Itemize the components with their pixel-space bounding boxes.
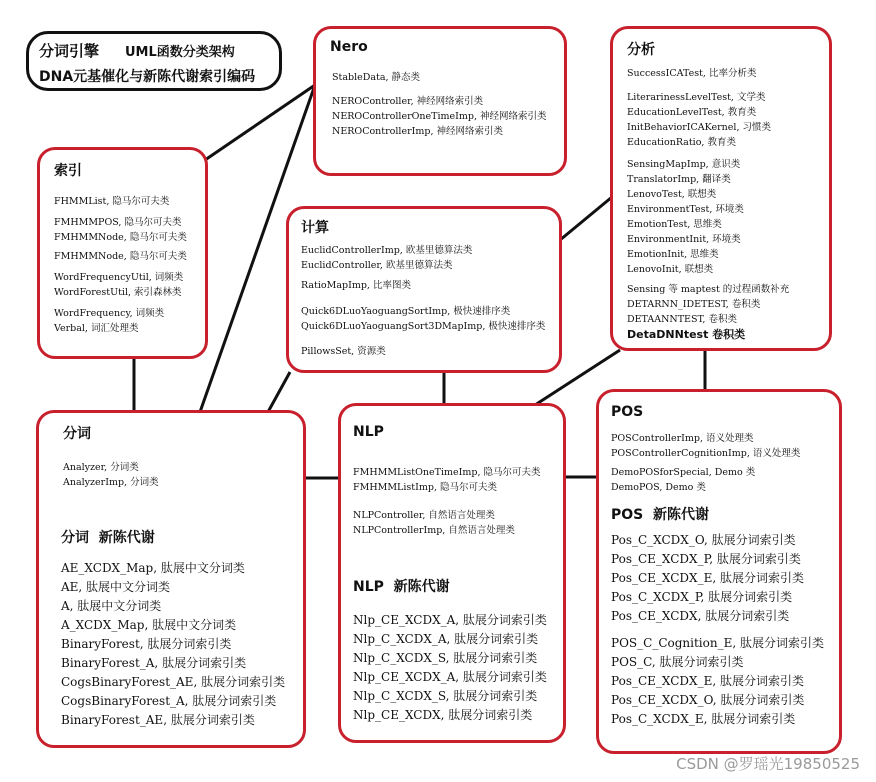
index-item: Verbal, 词汇处理类	[54, 323, 139, 334]
pos-title: POS	[611, 404, 644, 420]
analysis-item: LiterarinessLevelTest, 文学类	[627, 92, 766, 103]
watermark: CSDN @罗瑶光19850525	[676, 755, 860, 773]
pos-meta-item: Pos_CE_XCDX_O, 肽展分词索引类	[611, 693, 805, 707]
analysis-item: EmotionInit, 思维类	[627, 249, 719, 260]
nlp-meta-item: Nlp_CE_XCDX_A, 肽展分词索引类	[353, 670, 547, 684]
pos-meta-item: POS_C, 肽展分词索引类	[611, 655, 744, 669]
segment-meta-item: CogsBinaryForest_A, 肽展分词索引类	[61, 694, 277, 708]
analysis-item: EducationLevelTest, 教育类	[627, 107, 757, 118]
pos-box	[596, 389, 842, 754]
pos-item: POSControllerImp, 语义处理类	[611, 433, 754, 444]
nero-item: StableData, 静态类	[332, 72, 421, 83]
segment-meta-item: AE_XCDX_Map, 肽展中文分词类	[61, 561, 245, 575]
nlp-meta-item: Nlp_C_XCDX_S, 肽展分词索引类	[353, 689, 538, 703]
nero-title: Nero	[330, 39, 368, 55]
segment-meta-item: A, 肽展中文分词类	[61, 599, 162, 613]
analysis-item: SuccessICATest, 比率分析类	[627, 68, 757, 79]
nero-item: NEROControllerOneTimeImp, 神经网络索引类	[332, 111, 547, 122]
pos-item: POSControllerCognitionImp, 语义处理类	[611, 448, 801, 459]
analysis-item: EnvironmentInit, 环境类	[627, 234, 741, 245]
pos-meta-item: Pos_C_XCDX_P, 肽展分词索引类	[611, 590, 793, 604]
index-title: 索引	[54, 163, 82, 179]
pos-meta-item: Pos_CE_XCDX_E, 肽展分词索引类	[611, 571, 804, 585]
analysis-item: InitBehaviorICAKernel, 习惯类	[627, 122, 771, 133]
compute-item: Quick6DLuoYaoguangSortImp, 极快速排序类	[301, 306, 511, 317]
analysis-item: EmotionTest, 思维类	[627, 219, 722, 230]
pos-meta-item: Pos_CE_XCDX_P, 肽展分词索引类	[611, 552, 801, 566]
pos-meta-item: Pos_C_XCDX_E, 肽展分词索引类	[611, 712, 796, 726]
analysis-item: DETAANNTEST, 卷积类	[627, 314, 737, 325]
nlp-box	[338, 403, 566, 743]
nlp-meta-item: Nlp_C_XCDX_A, 肽展分词索引类	[353, 632, 539, 646]
segment-meta-item: BinaryForest, 肽展分词索引类	[61, 637, 232, 651]
index-item: WordFrequency, 词频类	[54, 308, 165, 319]
nlp-title: NLP	[353, 424, 384, 440]
nlp-subtitle: NLP 新陈代谢	[353, 579, 450, 595]
pos-item: DemoPOS, Demo 类	[611, 482, 706, 493]
analysis-item: EnvironmentTest, 环境类	[627, 204, 744, 215]
nlp-item: FMHMMListImp, 隐马尔可夫类	[353, 482, 497, 493]
compute-title: 计算	[301, 220, 329, 236]
nlp-item: NLPControllerImp, 自然语言处理类	[353, 525, 515, 536]
index-item: WordForestUtil, 索引森林类	[54, 287, 182, 298]
index-item: FMHMMPOS, 隐马尔可夫类	[54, 217, 182, 228]
header-dna: DNA元基催化与新陈代谢索引编码	[39, 69, 256, 85]
nlp-meta-item: Nlp_CE_XCDX_A, 肽展分词索引类	[353, 613, 547, 627]
segment-item: Analyzer, 分词类	[63, 462, 139, 473]
index-box	[37, 147, 208, 359]
pos-meta-item: Pos_CE_XCDX, 肽展分词索引类	[611, 609, 790, 623]
analysis-item: Sensing 等 maptest 的过程函数补充	[627, 284, 790, 295]
index-item: FMHMMNode, 隐马尔可夫类	[54, 251, 187, 262]
segment-box	[36, 410, 306, 748]
conn-compute-analysis	[560, 197, 612, 240]
segment-meta-item: BinaryForest_AE, 肽展分词索引类	[61, 713, 255, 727]
segment-meta-item: CogsBinaryForest_AE, 肽展分词索引类	[61, 675, 286, 689]
nero-item: NEROController, 神经网络索引类	[332, 96, 484, 107]
analysis-item: LenovoTest, 联想类	[627, 189, 717, 200]
segment-meta-item: AE, 肽展中文分词类	[61, 580, 171, 594]
index-item: FMHMMNode, 隐马尔可夫类	[54, 232, 187, 243]
compute-box	[286, 206, 562, 373]
analysis-item: TranslatorImp, 翻译类	[627, 174, 731, 185]
segment-meta-item: A_XCDX_Map, 肽展中文分词类	[61, 618, 237, 632]
compute-item: EuclidControllerImp, 欧基里德算法类	[301, 245, 473, 256]
analysis-box	[610, 26, 832, 351]
analysis-title: 分析	[627, 42, 655, 58]
compute-item: PillowsSet, 资源类	[301, 346, 386, 357]
pos-meta-item: POS_C_Cognition_E, 肽展分词索引类	[611, 636, 824, 650]
segment-title: 分词	[63, 426, 91, 442]
index-item: WordFrequencyUtil, 词频类	[54, 272, 184, 283]
analysis-item: LenovoInit, 联想类	[627, 264, 714, 275]
analysis-item: DetaDNNtest 卷积类	[627, 328, 746, 341]
nero-item: NEROControllerImp, 神经网络索引类	[332, 126, 503, 137]
segment-meta-item: BinaryForest_A, 肽展分词索引类	[61, 656, 247, 670]
nlp-item: FMHMMListOneTimeImp, 隐马尔可夫类	[353, 467, 541, 478]
compute-item: RatioMapImp, 比率图类	[301, 280, 411, 291]
pos-meta-item: Pos_C_XCDX_O, 肽展分词索引类	[611, 533, 796, 547]
nlp-meta-item: Nlp_CE_XCDX, 肽展分词索引类	[353, 708, 533, 722]
pos-subtitle: POS 新陈代谢	[611, 507, 709, 523]
conn-index-nero	[205, 85, 315, 160]
segment-item: AnalyzerImp, 分词类	[63, 477, 159, 488]
pos-meta-item: Pos_CE_XCDX_E, 肽展分词索引类	[611, 674, 804, 688]
conn-compute-segment	[268, 372, 290, 412]
nlp-meta-item: Nlp_C_XCDX_S, 肽展分词索引类	[353, 651, 538, 665]
segment-subtitle: 分词 新陈代谢	[61, 530, 155, 546]
nlp-item: NLPController, 自然语言处理类	[353, 510, 495, 521]
nero-box	[313, 26, 567, 176]
header-box	[26, 31, 282, 91]
compute-item: EuclidController, 欧基里德算法类	[301, 260, 453, 271]
analysis-item: DETARNN_IDETEST, 卷积类	[627, 299, 761, 310]
pos-item: DemoPOSforSpecial, Demo 类	[611, 467, 756, 478]
analysis-item: SensingMapImp, 意识类	[627, 159, 741, 170]
analysis-item: EducationRatio, 教育类	[627, 137, 736, 148]
compute-item: Quick6DLuoYaoguangSort3DMapImp, 极快速排序类	[301, 321, 546, 332]
index-item: FHMMList, 隐马尔可夫类	[54, 196, 170, 207]
header-engine: 分词引擎	[39, 42, 100, 60]
header-uml: UML函数分类架构	[125, 45, 235, 60]
